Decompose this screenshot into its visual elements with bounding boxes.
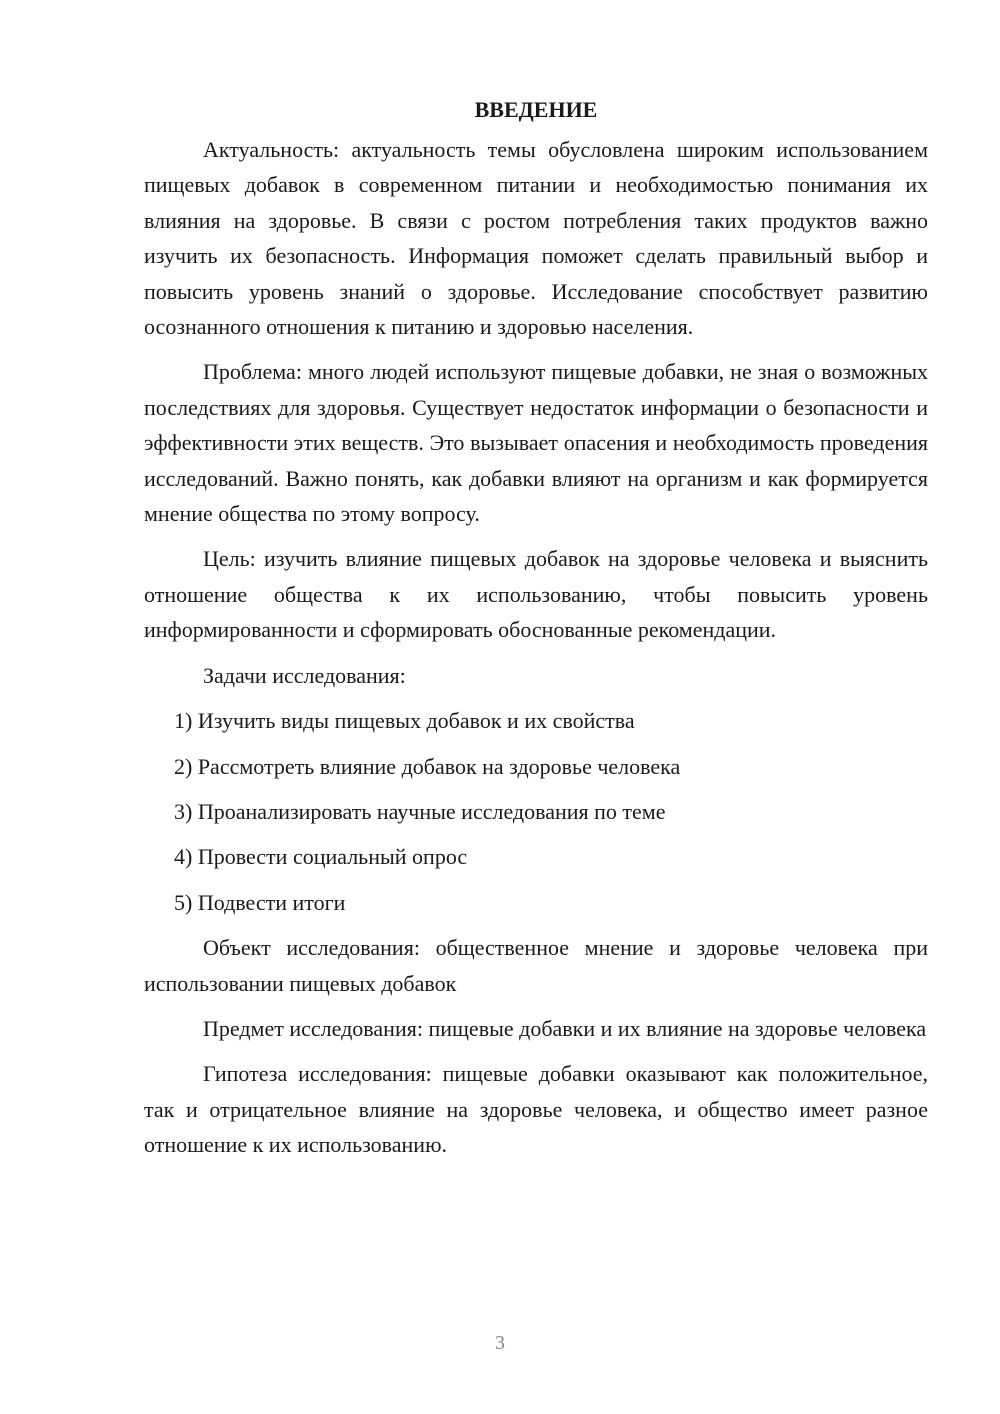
- task-item-2: 2) Рассмотреть влияние добавок на здоровье человека: [174, 753, 681, 779]
- tasks-heading: Задачи исследования:: [203, 662, 406, 688]
- paragraph-object: Объект исследования: общественное мнение и здоровье человека при использовании пищевых добавок: [144, 935, 928, 996]
- paragraph-relevance: Актуальность: актуальность темы обусловлена широким использованием пищевых добавок в современном питании и необходимостью понимания их влияния на здоровье. В связи с ростом потребления таких продуктов важно изучить их безопасность. Информация поможет сделать правильный выбор и повысить уровень знаний о здоровье. Исследование способствует развитию осознанного отношения к питанию и здоровью населения.: [144, 137, 928, 340]
- paragraph-goal: Цель: изучить влияние пищевых добавок на здоровье человека и выяснить отношение общества к их использованию, чтобы повысить уровень информированности и сформировать обоснованные рекомендации.: [144, 546, 928, 643]
- task-item-1: 1) Изучить виды пищевых добавок и их свойства: [174, 708, 635, 734]
- page-number: 3: [495, 1332, 505, 1354]
- document-page: [144, 92, 928, 1173]
- paragraph-problem: Проблема: много людей используют пищевые добавки, не зная о возможных последствиях для здоровья. Существует недостаток информации о безопасности и эффективности этих веществ. Это вызывает опасения и необходимость проведения исследований. Важно понять, как добавки влияют на организм и как формируется мнение общества по этому вопросу.: [144, 359, 928, 527]
- task-item-5: 5) Подвести итоги: [174, 889, 346, 915]
- task-item-4: 4) Провести социальный опрос: [174, 844, 468, 870]
- paragraph-hypothesis: Гипотеза исследования: пищевые добавки оказывают как положительное, так и отрицательное влияние на здоровье человека, и общество имеет разное отношение к их использованию.: [144, 1061, 928, 1158]
- section-title: ВВЕДЕНИЕ: [474, 97, 598, 122]
- task-item-3: 3) Проанализировать научные исследования по теме: [174, 798, 666, 824]
- paragraph-subject: Предмет исследования: пищевые добавки и их влияние на здоровье человека: [203, 1015, 927, 1041]
- tasks-list: [144, 703, 928, 920]
